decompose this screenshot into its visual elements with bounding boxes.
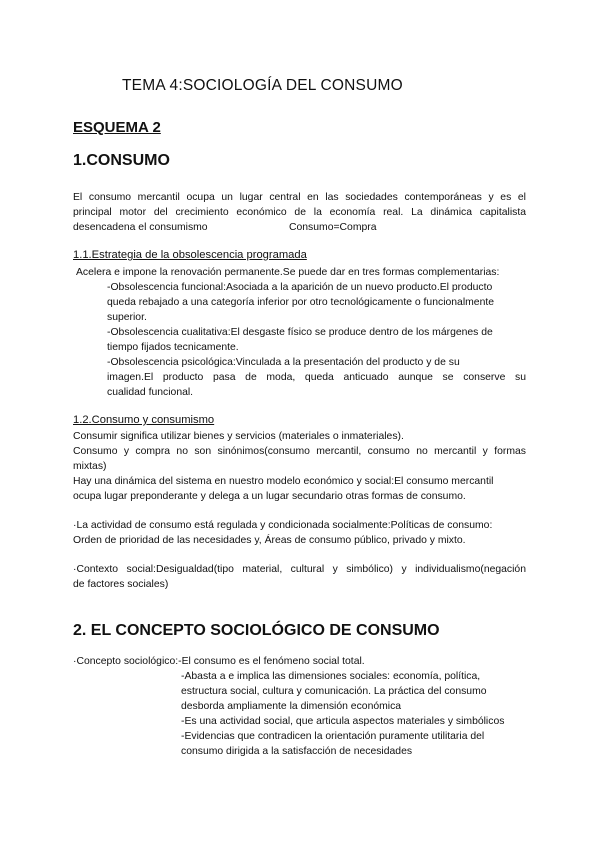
obsolescence-line: imagen.El producto pasa de moda, queda anticuado aunque se conserve su: [107, 372, 526, 383]
subsection-1-1-lead: Acelera e impone la renovación permanente.Se puede dar en tres formas complementarias:: [76, 267, 500, 278]
concept-line: -Evidencias que contradicen la orientación puramente utilitaria del: [181, 731, 485, 742]
concept-line: -Abasta a e implica las dimensiones sociales: economía, política,: [181, 671, 481, 682]
intro-line: El consumo mercantil ocupa un lugar central en las sociedades contemporáneas y es el: [73, 192, 526, 203]
obsolescence-line: -Obsolescencia cualitativa:El desgaste físico se produce dentro de los márgenes de: [107, 327, 493, 338]
obsolescence-line: -Obsolescencia funcional:Asociada a la aparición de un nuevo producto.El producto: [107, 282, 493, 293]
concept-line: estructura social, cultura y comunicación. La práctica del consumo: [181, 686, 487, 697]
regulation-line: ·La actividad de consumo está regulada y condicionada socialmente:Políticas de consumo:: [73, 520, 493, 531]
intro-line: desencadena el consumismo: [73, 222, 208, 233]
concept-line: -Es una actividad social, que articula aspectos materiales y simbólicos: [181, 716, 505, 727]
obsolescence-line: cualidad funcional.: [107, 387, 194, 398]
section-1-heading: 1.CONSUMO: [73, 152, 170, 169]
consumo-line: Consumo y compra no son sinónimos(consumo mercantil, consumo no mercantil y formas: [73, 446, 526, 457]
obsolescence-line: -Obsolescencia psicológica:Vinculada a la presentación del producto y de su: [107, 357, 460, 368]
consumo-line: Hay una dinámica del sistema en nuestro modelo económico y social:El consumo mercantil: [73, 476, 494, 487]
concept-lead: ·Concepto sociológico:-El consumo es el fenómeno social total.: [73, 656, 365, 667]
intro-line: principal motor del crecimiento económico de la economía real. La dinámica capitalista: [73, 207, 526, 218]
context-line: ·Contexto social:Desigualdad(tipo material, cultural y simbólico) y individualismo(negación: [73, 564, 526, 575]
concept-line: consumo dirigida a la satisfacción de necesidades: [181, 746, 413, 757]
intro-equation: Consumo=Compra: [289, 222, 377, 233]
consumo-line: Consumir significa utilizar bienes y servicios (materiales o inmateriales).: [73, 431, 404, 442]
concept-line: desborda ampliamente la dimensión económica: [181, 701, 402, 712]
consumo-line: ocupa lugar preponderante y delega a un lugar secundario otras formas de consumo.: [73, 491, 466, 502]
subsection-1-2-heading: 1.2.Consumo y consumismo: [73, 414, 215, 426]
obsolescence-line: queda rebajado a una categoría inferior por otro tecnológicamente o funcionalmente: [107, 297, 495, 308]
consumo-line: mixtas): [73, 461, 107, 472]
regulation-line: Orden de prioridad de las necesidades y, Áreas de consumo público, privado y mixto.: [73, 535, 466, 546]
subsection-1-1-heading: 1.1.Estrategia de la obsolescencia programada: [73, 249, 307, 261]
esquema-heading: ESQUEMA 2: [73, 119, 161, 136]
context-line: de factores sociales): [73, 579, 169, 590]
obsolescence-line: tiempo fijados tecnicamente.: [107, 342, 239, 353]
obsolescence-line: superior.: [107, 312, 147, 323]
section-2-heading: 2. EL CONCEPTO SOCIOLÓGICO DE CONSUMO: [73, 622, 440, 639]
document-title: TEMA 4:SOCIOLOGÍA DEL CONSUMO: [122, 77, 403, 94]
